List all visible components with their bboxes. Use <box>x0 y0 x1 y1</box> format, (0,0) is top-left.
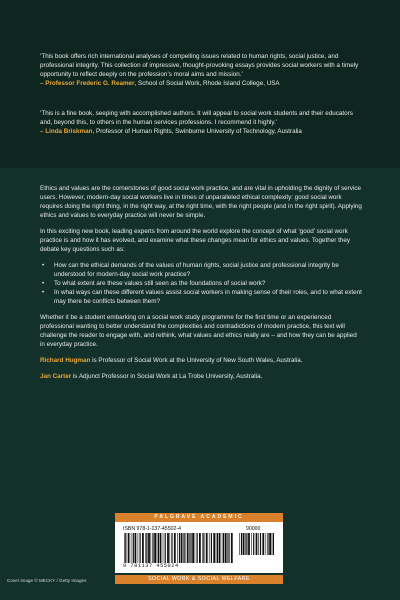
barcode-stripe <box>251 533 252 555</box>
barcode-stripe <box>231 533 233 563</box>
barcode-stripe <box>124 533 125 563</box>
barcode-stripe <box>128 533 130 563</box>
barcode-stripe <box>216 533 217 563</box>
barcode-stripe <box>203 533 204 563</box>
barcode-stripe <box>246 533 247 555</box>
description-paragraph: Ethics and values are the cornerstones of good social work practice, and are vital in upholding the dignity of service users. However, modern-day social workers live in times of unparalleled ethical complexity: good social work requires doing the right thing, in the right way, at the right time, with the right people (and in the right spirit). Applying ethics and values to everyday practice will never be simple. <box>40 185 362 219</box>
barcode-stripe <box>183 533 184 563</box>
publisher-label: PALGRAVE ACADEMIC <box>115 513 283 522</box>
barcode-stripe <box>131 533 132 563</box>
barcode-stripe <box>146 533 147 563</box>
author-bio-text: is Professor of Social Work at the University of New South Wales, Australia. <box>90 357 303 364</box>
reviewer-affiliation: , School of Social Work, Rhode Island College, USA <box>134 79 280 87</box>
barcode-stripe <box>154 533 156 563</box>
barcode-stripe <box>227 533 228 563</box>
barcode-stripe <box>269 533 271 555</box>
barcode-stripe <box>187 533 189 563</box>
barcode-stripe <box>199 533 201 563</box>
description-paragraph: In this exciting new book, leading experts from around the world explore the concept of what ‘good’ social work practice is and how it has evolved, and examine what these changes mean for ethics and values. Together they debate key questions such as: <box>40 228 351 253</box>
barcode-stripe <box>140 533 141 563</box>
barcode-stripe <box>253 533 254 555</box>
barcode-stripe <box>171 533 172 563</box>
barcode-stripe <box>217 533 218 563</box>
isbn-text: ISBN 978-1-137-45502-4 <box>123 526 181 532</box>
barcode-stripe <box>239 533 240 555</box>
barcode-stripe <box>195 533 196 563</box>
barcode-stripe <box>135 533 137 563</box>
barcode-stripe <box>258 533 259 555</box>
barcode-stripe <box>190 533 191 563</box>
barcode-digits: 9 781137 455024 <box>123 563 179 569</box>
barcode-stripe <box>160 533 162 563</box>
barcode-stripe <box>163 533 164 563</box>
review-attribution <box>40 128 362 137</box>
barcode-stripe <box>260 533 261 555</box>
review-quote-2 <box>40 110 362 137</box>
barcode-stripe <box>125 533 126 563</box>
barcode-stripe <box>157 533 158 563</box>
barcode-stripe <box>158 533 159 563</box>
barcode-stripe <box>189 533 190 563</box>
review-quote-text: ‘This book offers rich international analyses of compelling issues related to human rights, social justice, and professional integrity. This collection of impressive, thought-provoking essays provides social workers with a timely opportunity to reflect deeply on the profession’s moral aims and mission.’ <box>40 53 359 78</box>
reviewer-name: – Professor Frederic G. Reamer <box>40 79 135 87</box>
author-bio-1 <box>40 356 362 365</box>
barcode-stripe <box>241 533 242 555</box>
barcode-stripe <box>209 533 210 563</box>
barcode-stripe <box>170 533 171 563</box>
barcode-stripe <box>138 533 139 563</box>
barcode-stripe <box>177 533 178 563</box>
price-code-text: 90000 <box>246 526 261 532</box>
author-name: Jan Carter <box>40 373 72 380</box>
barcode-stripe <box>243 533 245 555</box>
barcode-stripe <box>262 533 264 555</box>
barcode-stripe <box>266 533 267 555</box>
series-label: SOCIAL WORK & SOCIAL WELFARE <box>115 575 283 584</box>
barcode-stripe <box>202 533 203 563</box>
list-item: • To what extent are these values still seen as the foundations of social work? <box>40 279 362 288</box>
review-quote-text: ‘This is a fine book, seeping with accomplished authors. It will appeal to social work students and their educators and, beyond this, to others in the human services professions. I recommend it highly.’ <box>40 110 353 126</box>
barcode-stripe <box>142 533 144 563</box>
barcode-stripe <box>133 533 134 563</box>
barcode-stripe <box>223 533 224 563</box>
barcode-stripe <box>272 533 273 555</box>
review-quote-1 <box>40 53 362 89</box>
barcode-stripe <box>145 533 146 563</box>
list-item: • How can the ethical demands of the values of human rights, social justice and professional integrity be understood for modern-day social work practice? <box>40 261 362 279</box>
barcode-stripe <box>184 533 185 563</box>
barcode-stripe <box>167 533 169 563</box>
author-bio-text: is Adjunct Professor in Social Work at La Trobe University, Australia. <box>71 373 263 380</box>
barcode-stripe <box>219 533 221 563</box>
barcode-stripe <box>181 533 183 563</box>
book-description <box>40 184 362 388</box>
isbn-barcode <box>123 533 233 563</box>
barcode-stripe <box>225 533 227 563</box>
barcode-stripe <box>248 533 250 555</box>
list-item: • In what ways can these different values assist social workers in making sense of their roles, and to what extent may there be conflicts between them? <box>40 288 362 306</box>
barcode-stripe <box>165 533 166 563</box>
barcode-stripe <box>174 533 176 563</box>
barcode-stripe <box>151 533 152 563</box>
barcode-stripe <box>273 533 274 555</box>
barcode-stripe <box>267 533 268 555</box>
barcode-stripe <box>222 533 223 563</box>
author-bio-2 <box>40 372 362 381</box>
barcode-stripe <box>192 533 194 563</box>
reviewer-name: – Linda Briskman <box>40 127 93 135</box>
author-name: Richard Hugman <box>40 357 91 364</box>
barcode-stripe <box>206 533 208 563</box>
barcode-stripe <box>197 533 198 563</box>
barcode-stripe <box>256 533 258 555</box>
reviewer-affiliation: , Professor of Human Rights, Swinburne University of Technology, Australia <box>92 127 302 135</box>
barcode-stripe <box>152 533 153 563</box>
barcode-stripe <box>211 533 212 563</box>
barcode-stripe <box>148 533 150 563</box>
barcode-stripe <box>179 533 180 563</box>
review-attribution <box>40 80 362 89</box>
barcode-stripe <box>213 533 215 563</box>
image-credit: Cover image © MECKY / Getty Images <box>7 578 87 583</box>
description-paragraph: Whether it be a student embarking on a social work study programme for the first time or an experienced professional wanting to better understand the complexities and contradictions of modern practice, this text will challenge the reader to engage with, and rethink, what values and ethics really are – and how they can be applied in everyday practice. <box>40 314 357 348</box>
price-barcode <box>238 533 276 555</box>
barcode-stripe <box>245 533 246 555</box>
key-questions-list <box>40 261 362 306</box>
barcode-stripe <box>228 533 229 563</box>
